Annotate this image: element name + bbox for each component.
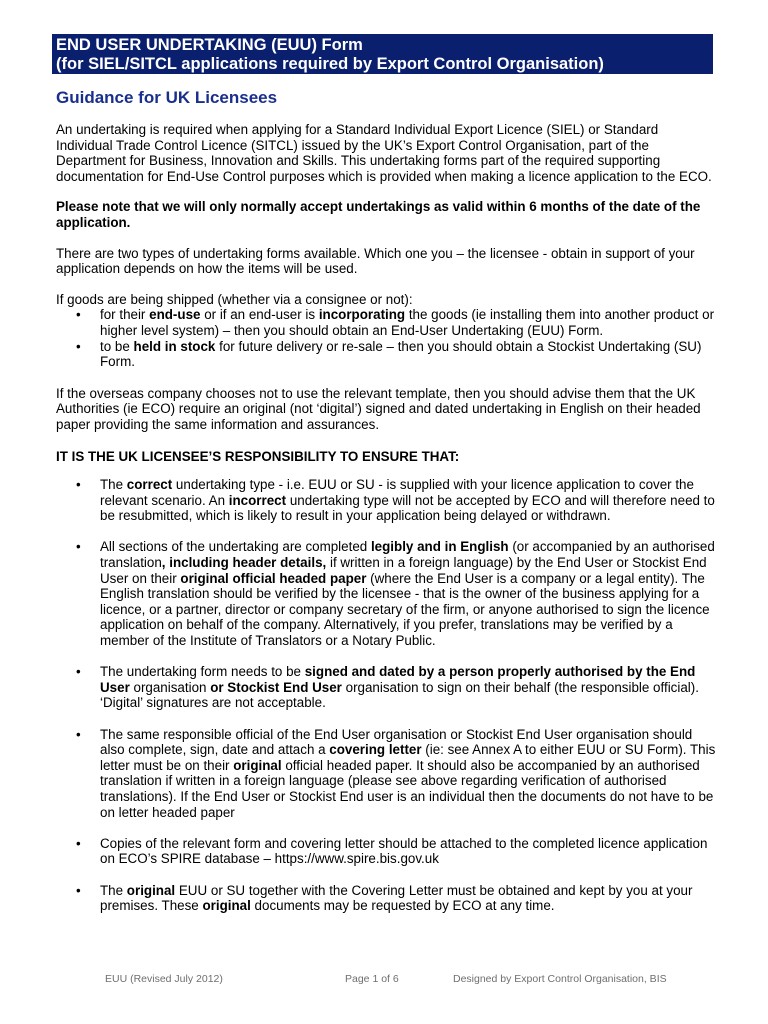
list-item <box>56 836 716 867</box>
text-run: to be <box>100 338 134 354</box>
bold-run: , including header details, <box>161 555 327 571</box>
title-line-2: (for SIEL/SITCL applications required by Export Control Organisation) <box>56 55 604 73</box>
bold-run: original official headed paper <box>180 570 367 586</box>
responsibility-list <box>56 477 716 914</box>
text-run: All sections of the undertaking are completed <box>100 539 371 555</box>
text-run: The same responsible official of the End User organisation or Stockist End User organisation should also complete, sign, date and attach a <box>100 726 693 758</box>
text-run: for future delivery or re-sale – then you should obtain a Stockist Undertaking (SU) Form. <box>100 338 702 370</box>
title-line-1: END USER UNDERTAKING (EUU) Form <box>56 36 363 54</box>
text-run: documents may be requested by ECO at any time. <box>250 898 555 914</box>
shipped-list <box>56 307 716 369</box>
bold-run: incorporating <box>318 307 406 323</box>
list-item <box>56 339 716 370</box>
overseas-paragraph: If the overseas company chooses not to use the relevant template, then you should advise them that the UK Authorities (ie ECO) require an original (not ‘digital’) signed and dated undertaking in English on their headed paper providing the same information and assurances. <box>56 385 701 432</box>
text-run: (ie: see Annex A to either EUU or SU Form). This letter must be on their <box>100 742 716 773</box>
text-run: or if an end-user is <box>200 307 319 323</box>
responsibility-heading: IT IS THE UK LICENSEE’S RESPONSIBILITY TO ENSURE THAT: <box>56 448 460 464</box>
note-text: Please note that we will only normally accept undertakings as valid within 6 months of the date of the application. <box>56 199 701 230</box>
text-run: EUU or SU together with the Covering Letter must be obtained and kept by you at your premises. These <box>100 882 693 914</box>
list-item <box>56 664 716 711</box>
note-paragraph <box>56 199 716 230</box>
bold-run: original <box>126 882 176 898</box>
list-item <box>56 539 716 648</box>
bold-run: original <box>202 898 251 914</box>
bold-run: incorrect <box>228 492 287 508</box>
document-body <box>56 122 716 914</box>
text-run: official headed paper. It should also be accompanied by an authorised translation if written in a foreign language (please see above regarding verification of authorised translations). If the End User or Stockist End user is an individual then the documents do not have to be on letter headed paper <box>100 757 714 820</box>
text-run: for their <box>100 307 150 323</box>
footer-page-number: Page 1 of 6 <box>345 973 399 985</box>
text-run: The <box>100 882 127 898</box>
text-run: The undertaking form needs to be <box>100 664 305 680</box>
text-run: (or accompanied by an authorised translation <box>100 539 715 571</box>
types-paragraph: There are two types of undertaking forms available. Which one you – the licensee - obtain in support of your application depends on how the items will be used. <box>56 245 695 277</box>
list-item <box>56 477 716 524</box>
text-run: undertaking type - i.e. EUU or SU - is supplied with your licence application to cover the relevant scenario. An <box>100 477 694 508</box>
text-run: the goods (ie installing them into another product or higher level system) – then you should obtain an End-User Undertaking (EUU) Form. <box>100 307 715 338</box>
shipped-intro: If goods are being shipped (whether via a consignee or not): <box>56 291 413 307</box>
bold-run: correct <box>126 477 173 493</box>
bold-run: original <box>233 757 282 773</box>
text-run: The <box>100 477 127 493</box>
footer-designer: Designed by Export Control Organisation, BIS <box>453 973 667 985</box>
text-run: organisation to sign on their behalf (the responsible official). ‘Digital’ signatures are not acceptable. <box>100 679 699 711</box>
bold-run: signed and dated by a person properly authorised by the End User <box>100 664 696 695</box>
footer-revision: EUU (Revised July 2012) <box>105 973 223 985</box>
text-run: undertaking type will not be accepted by ECO and will therefore need to be resubmitted, which is likely to result in your application being delayed or withdrawn. <box>100 492 715 524</box>
list-item <box>56 727 716 821</box>
title-bar <box>52 34 713 74</box>
bold-run: end-use <box>149 307 201 323</box>
bold-run: or Stockist End User <box>210 679 342 695</box>
guidance-heading: Guidance for UK Licensees <box>56 88 278 107</box>
list-item <box>56 883 716 914</box>
bold-run: legibly and in English <box>370 539 509 555</box>
bold-run: held in stock <box>133 338 216 354</box>
text-run: (where the End User is a company or a legal entity). The English translation should be verified by the licensee - that is the owner of the business applying for a licence, or a partner, director or company secretary of the firm, or anyone authorised to sign the licence application on behalf of the company. Alternatively, if you prefer, translations may be verified by a member of the Institute of Translators or a Notary Public. <box>100 570 710 649</box>
list-item <box>56 307 716 338</box>
text-run: Copies of the relevant form and covering letter should be attached to the completed licence application on ECO’s SPIRE database – https://www.spire.bis.gov.uk <box>100 835 708 867</box>
text-run: if written in a foreign language) by the End User or Stockist End User on their <box>100 555 707 586</box>
intro-paragraph: An undertaking is required when applying for a Standard Individual Export Licence (SIEL) or Standard Individual Trade Control Licence (SITCL) issued by the UK’s Export Control Organisation, part of the Department for Business, Innovation and Skills. This undertaking forms part of the required supporting documentation for End-Use Control purposes which is provided when making a licence application to the ECO. <box>56 122 712 184</box>
bold-run: covering letter <box>329 742 422 758</box>
text-run: organisation <box>129 679 211 695</box>
